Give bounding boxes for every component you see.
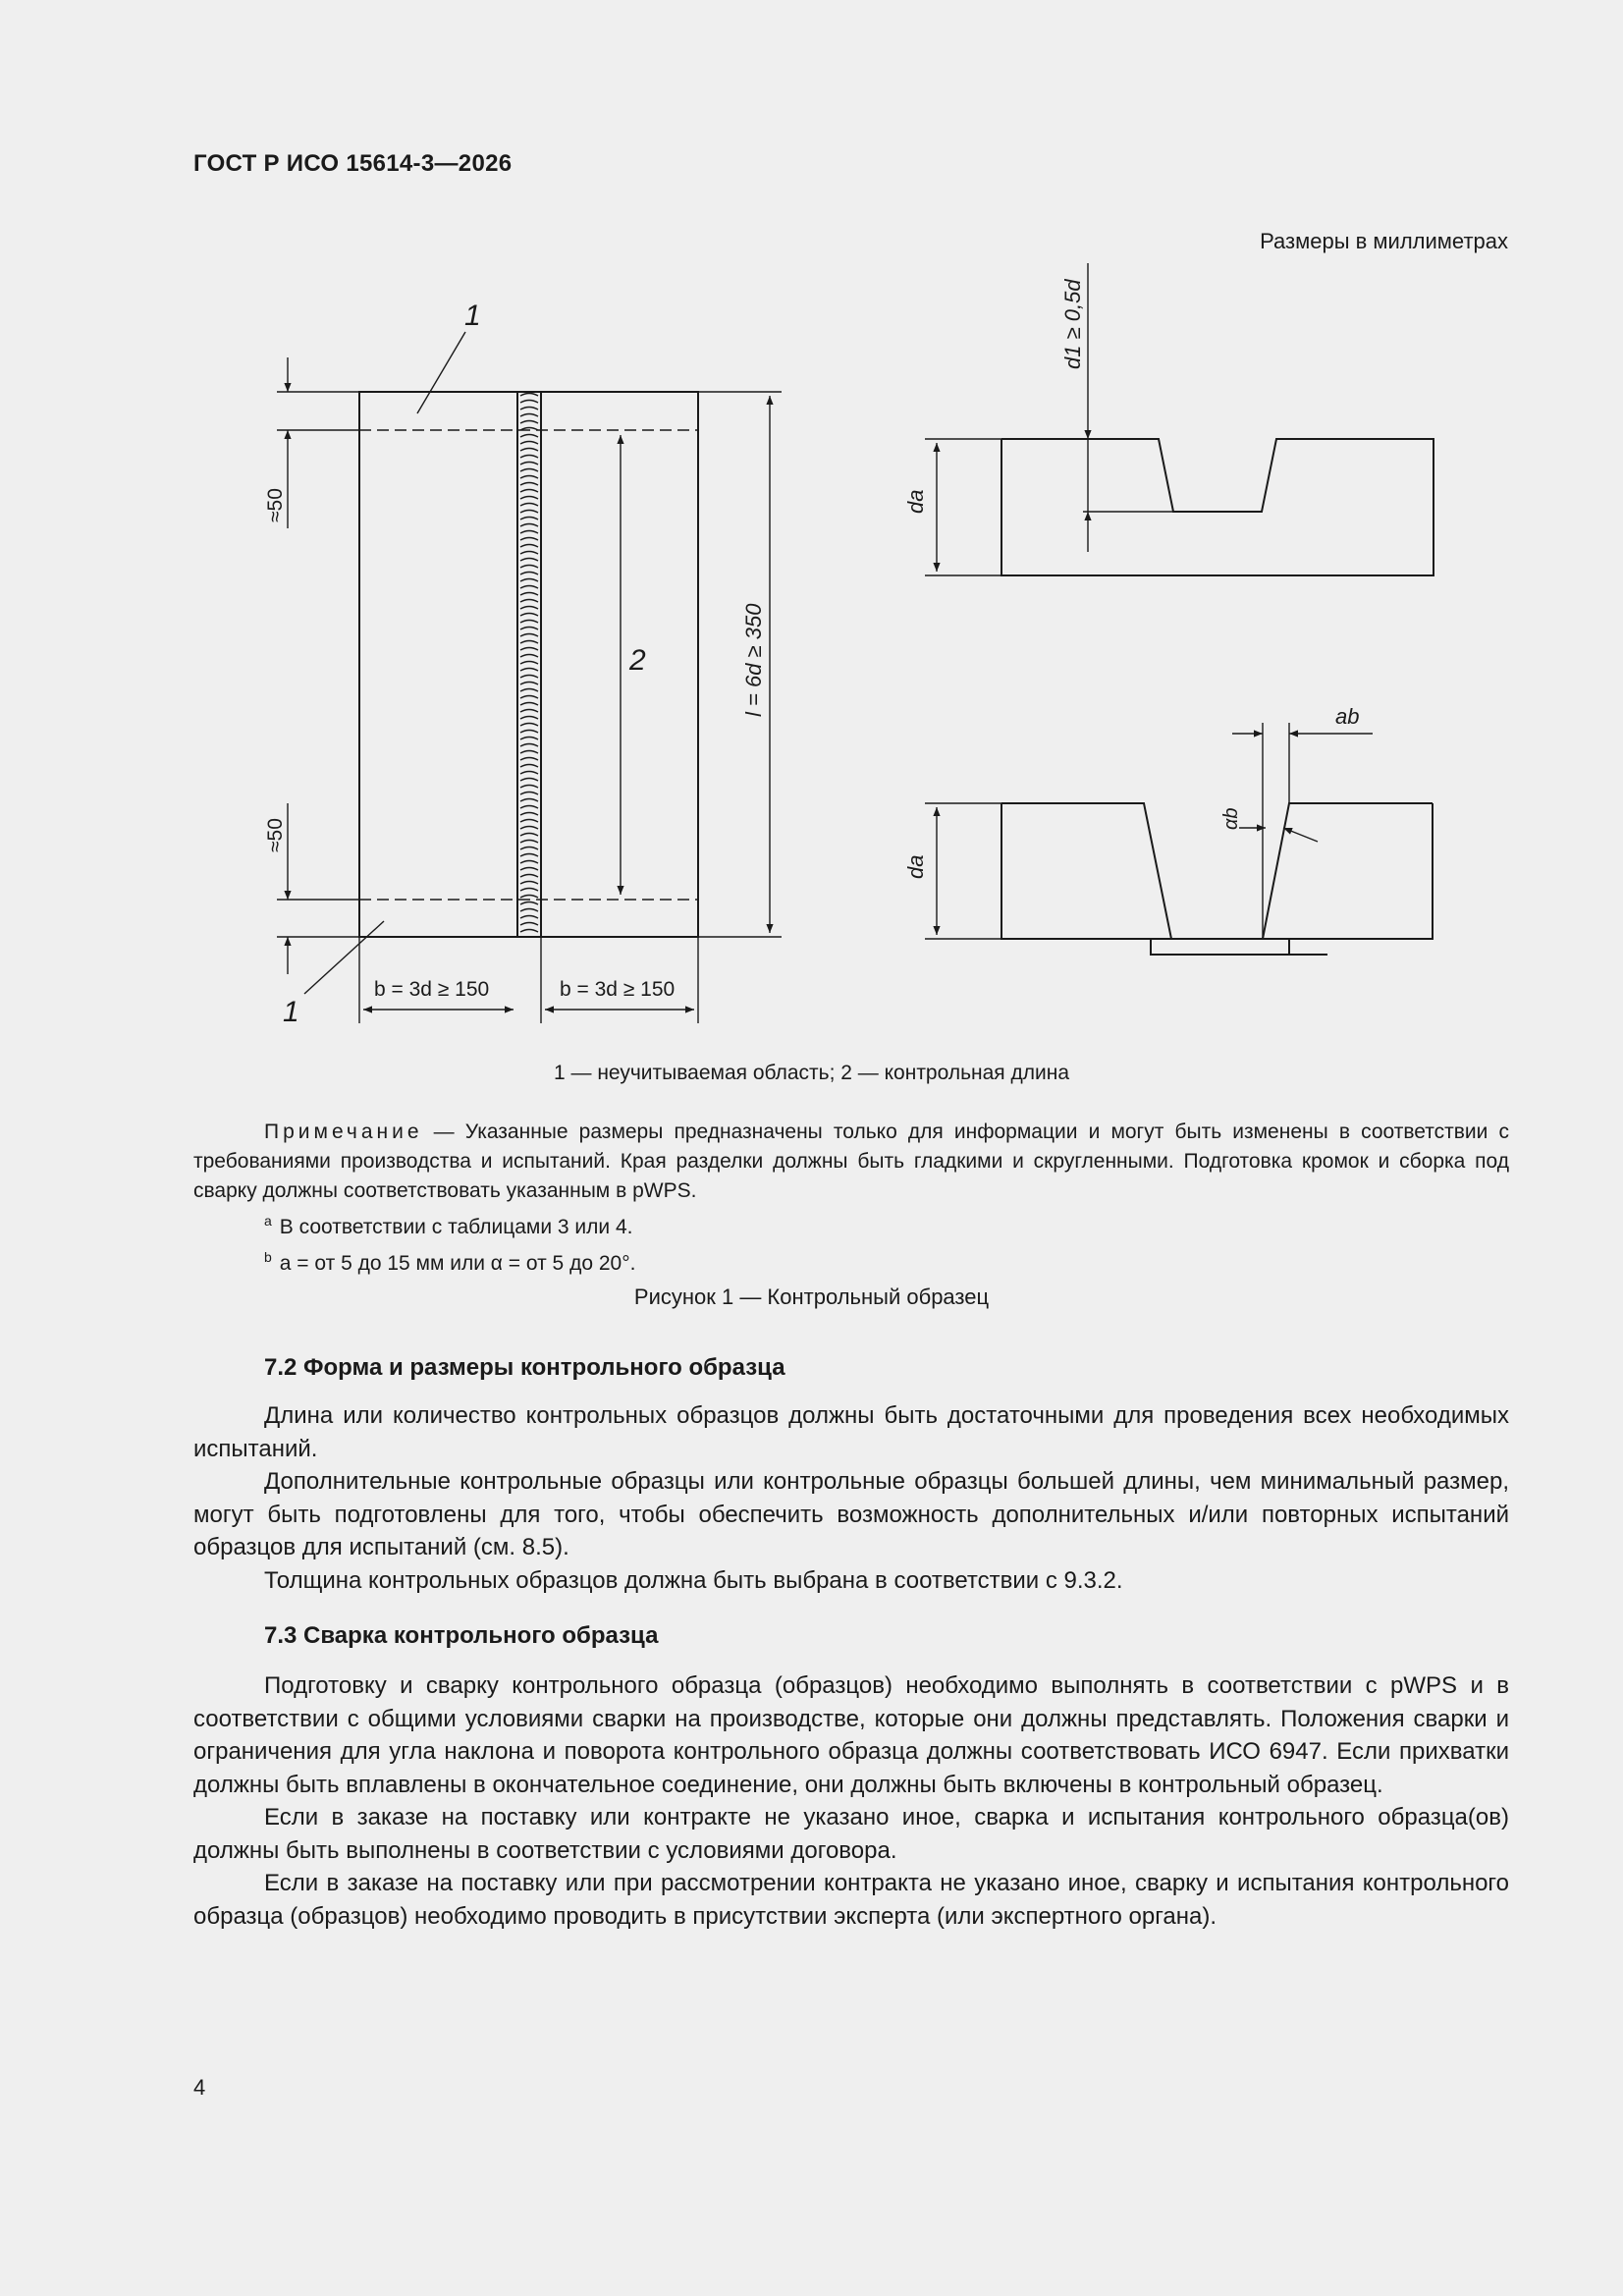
- weld-ripple: [520, 524, 538, 527]
- weld-ripple: [520, 676, 538, 679]
- groove-section-bottom: [1001, 803, 1171, 939]
- callout-1-top: 1: [464, 300, 481, 332]
- weld-ripple: [520, 772, 538, 775]
- weld-ripple: [520, 875, 538, 878]
- weld-ripple: [520, 765, 538, 768]
- weld-ripple: [520, 930, 538, 933]
- note-label: Примечание: [264, 1121, 423, 1143]
- footnote-a: $^a$ В соответствии с таблицами 3 или 4.: [264, 1213, 633, 1238]
- weld-ripple: [520, 813, 538, 816]
- weld-ripple: [520, 882, 538, 885]
- weld-ripple: [520, 634, 538, 637]
- weld-ripple: [520, 607, 538, 610]
- weld-ripple: [520, 751, 538, 754]
- weld-ripple: [520, 538, 538, 541]
- weld-ripple: [520, 717, 538, 720]
- weld-ripple: [520, 552, 538, 555]
- dim-d1: d1 ≥ 0,5d: [1060, 279, 1085, 369]
- weld-ripple: [520, 504, 538, 507]
- weld-ripple: [520, 401, 538, 404]
- weld-ripple: [520, 559, 538, 562]
- section-7-2-body: [193, 1399, 1509, 1597]
- weld-ripple: [520, 641, 538, 644]
- weld-ripple: [520, 435, 538, 438]
- figure-1-drawing: [0, 0, 1623, 1080]
- figure-note: [193, 1118, 1509, 1279]
- weld-ripple: [520, 731, 538, 734]
- units-note: Размеры в миллиметрах: [1260, 229, 1508, 253]
- weld-ripple: [520, 703, 538, 706]
- weld-ripple: [520, 868, 538, 871]
- dim-approx-50-bottom: ≈50: [264, 818, 287, 852]
- weld-ripple: [520, 758, 538, 761]
- weld-ripple: [520, 854, 538, 857]
- weld-ripple: [520, 621, 538, 624]
- weld-ripple: [520, 689, 538, 692]
- weld-ripple: [520, 834, 538, 837]
- weld-ripple: [520, 841, 538, 844]
- weld-ripple: [520, 909, 538, 912]
- dim-d-bottom: da: [903, 854, 928, 879]
- weld-ripple: [520, 497, 538, 500]
- dim-b-right: b = 3d ≥ 150: [560, 978, 676, 1001]
- weld-ripple: [520, 476, 538, 479]
- weld-ripple: [520, 655, 538, 658]
- weld-ripple: [520, 827, 538, 830]
- heading-7-3: 7.3 Сварка контрольного образца: [264, 1622, 659, 1649]
- page-number: 4: [193, 2075, 206, 2100]
- figure-legend: 1 — неучитываемая область; 2 — контрольная длина: [553, 1062, 1070, 1084]
- paragraph: Если в заказе на поставку или контракте не указано иное, сварка и испытания контрольного образца(ов) должны быть выполнены в соответствии с условиями договора.: [193, 1804, 1509, 1864]
- weld-ripple: [520, 793, 538, 795]
- specimen-plan-outline: [359, 392, 698, 937]
- weld-ripple: [520, 579, 538, 582]
- section-7-3-body: [193, 1669, 1509, 1933]
- weld-ripple: [520, 710, 538, 713]
- figure-caption: Рисунок 1 — Контрольный образец: [633, 1285, 990, 1309]
- weld-bead: [520, 394, 538, 933]
- document-header: ГОСТ Р ИСО 15614-3—2026: [193, 150, 513, 177]
- weld-ripple: [520, 600, 538, 603]
- weld-ripple: [520, 545, 538, 548]
- dim-length: l = 6d ≥ 350: [741, 603, 766, 717]
- weld-ripple: [520, 573, 538, 575]
- weld-ripple: [520, 806, 538, 809]
- weld-ripple: [520, 786, 538, 789]
- weld-ripple: [520, 593, 538, 596]
- weld-ripple: [520, 414, 538, 417]
- weld-ripple: [520, 861, 538, 864]
- footnote-b: $^b$ a = от 5 до 15 мм или α = от 5 до 20°.: [264, 1249, 636, 1275]
- weld-ripple: [520, 483, 538, 486]
- paragraph: Длина или количество контрольных образцов должны быть достаточными для проведения всех необходимых испытаний.: [193, 1402, 1509, 1462]
- paragraph: Толщина контрольных образцов должна быть выбрана в соответствии с 9.3.2.: [264, 1566, 1123, 1594]
- weld-ripple: [520, 669, 538, 672]
- weld-ripple: [520, 738, 538, 740]
- weld-ripple: [520, 820, 538, 823]
- weld-ripple: [520, 799, 538, 802]
- weld-ripple: [520, 490, 538, 493]
- weld-ripple: [520, 421, 538, 424]
- paragraph: Если в заказе на поставку или при рассмотрении контракта не указано иное, сварку и испытания контрольного образца (образцов) необходимо проводить в присутствии эксперта (или экспертного органа).: [193, 1870, 1509, 1930]
- weld-ripple: [520, 449, 538, 452]
- weld-ripple: [520, 586, 538, 589]
- weld-ripple: [520, 511, 538, 514]
- dim-alpha: αb: [1220, 807, 1242, 830]
- weld-ripple: [520, 463, 538, 465]
- weld-ripple: [520, 779, 538, 782]
- paragraph: Подготовку и сварку контрольного образца (образцов) необходимо выполнять в соответствии с pWPS и в соответствии с общими условиями сварки на производстве, которые они должны представлять. Положения сварки и ограничения для угла наклона и поворота контрольного образца должны соответствовать ИСО 6947. Если прихватки должны быть вплавлены в окончательное соединение, они должны быть включены в контрольный образец.: [193, 1672, 1509, 1798]
- heading-7-2: 7.2 Форма и размеры контрольного образца: [264, 1354, 785, 1381]
- weld-ripple: [520, 648, 538, 651]
- weld-ripple: [520, 847, 538, 850]
- weld-ripple: [520, 566, 538, 569]
- dim-approx-50-top: ≈50: [264, 488, 287, 522]
- paragraph: Дополнительные контрольные образцы или контрольные образцы большей длины, чем минимальный размер, могут быть подготовлены для того, чтобы обеспечить возможность дополнительных и/или повторных испытаний образцов для испытаний (см. 8.5).: [193, 1468, 1509, 1560]
- weld-ripple: [520, 442, 538, 445]
- note-text: — Указанные размеры предназначены только для информации и могут быть изменены в соответствии с требованиями производства и испытаний. Края разделки должны быть гладкими и скругленными. Подготовка кромок и сборка под сварку должны соответствовать указанным в pWPS.: [193, 1121, 1509, 1202]
- weld-ripple: [520, 518, 538, 520]
- weld-ripple: [520, 889, 538, 892]
- dim-a: ab: [1335, 704, 1360, 729]
- weld-ripple: [520, 628, 538, 630]
- weld-ripple: [520, 683, 538, 685]
- callout-2: 2: [629, 644, 646, 677]
- weld-ripple: [520, 896, 538, 899]
- weld-ripple: [520, 614, 538, 617]
- dim-d-top: da: [903, 489, 928, 514]
- weld-ripple: [520, 916, 538, 919]
- weld-ripple: [520, 456, 538, 459]
- callout-1-bottom: 1: [283, 996, 299, 1028]
- weld-ripple: [520, 531, 538, 534]
- weld-ripple: [520, 696, 538, 699]
- weld-ripple: [520, 744, 538, 747]
- weld-ripple: [520, 902, 538, 905]
- weld-ripple: [520, 662, 538, 665]
- weld-ripple: [520, 724, 538, 727]
- weld-ripple: [520, 394, 538, 397]
- weld-ripple: [520, 923, 538, 926]
- weld-ripple: [520, 408, 538, 410]
- weld-ripple: [520, 469, 538, 472]
- dim-b-left: b = 3d ≥ 150: [374, 978, 490, 1001]
- groove-section-top: [1001, 439, 1434, 575]
